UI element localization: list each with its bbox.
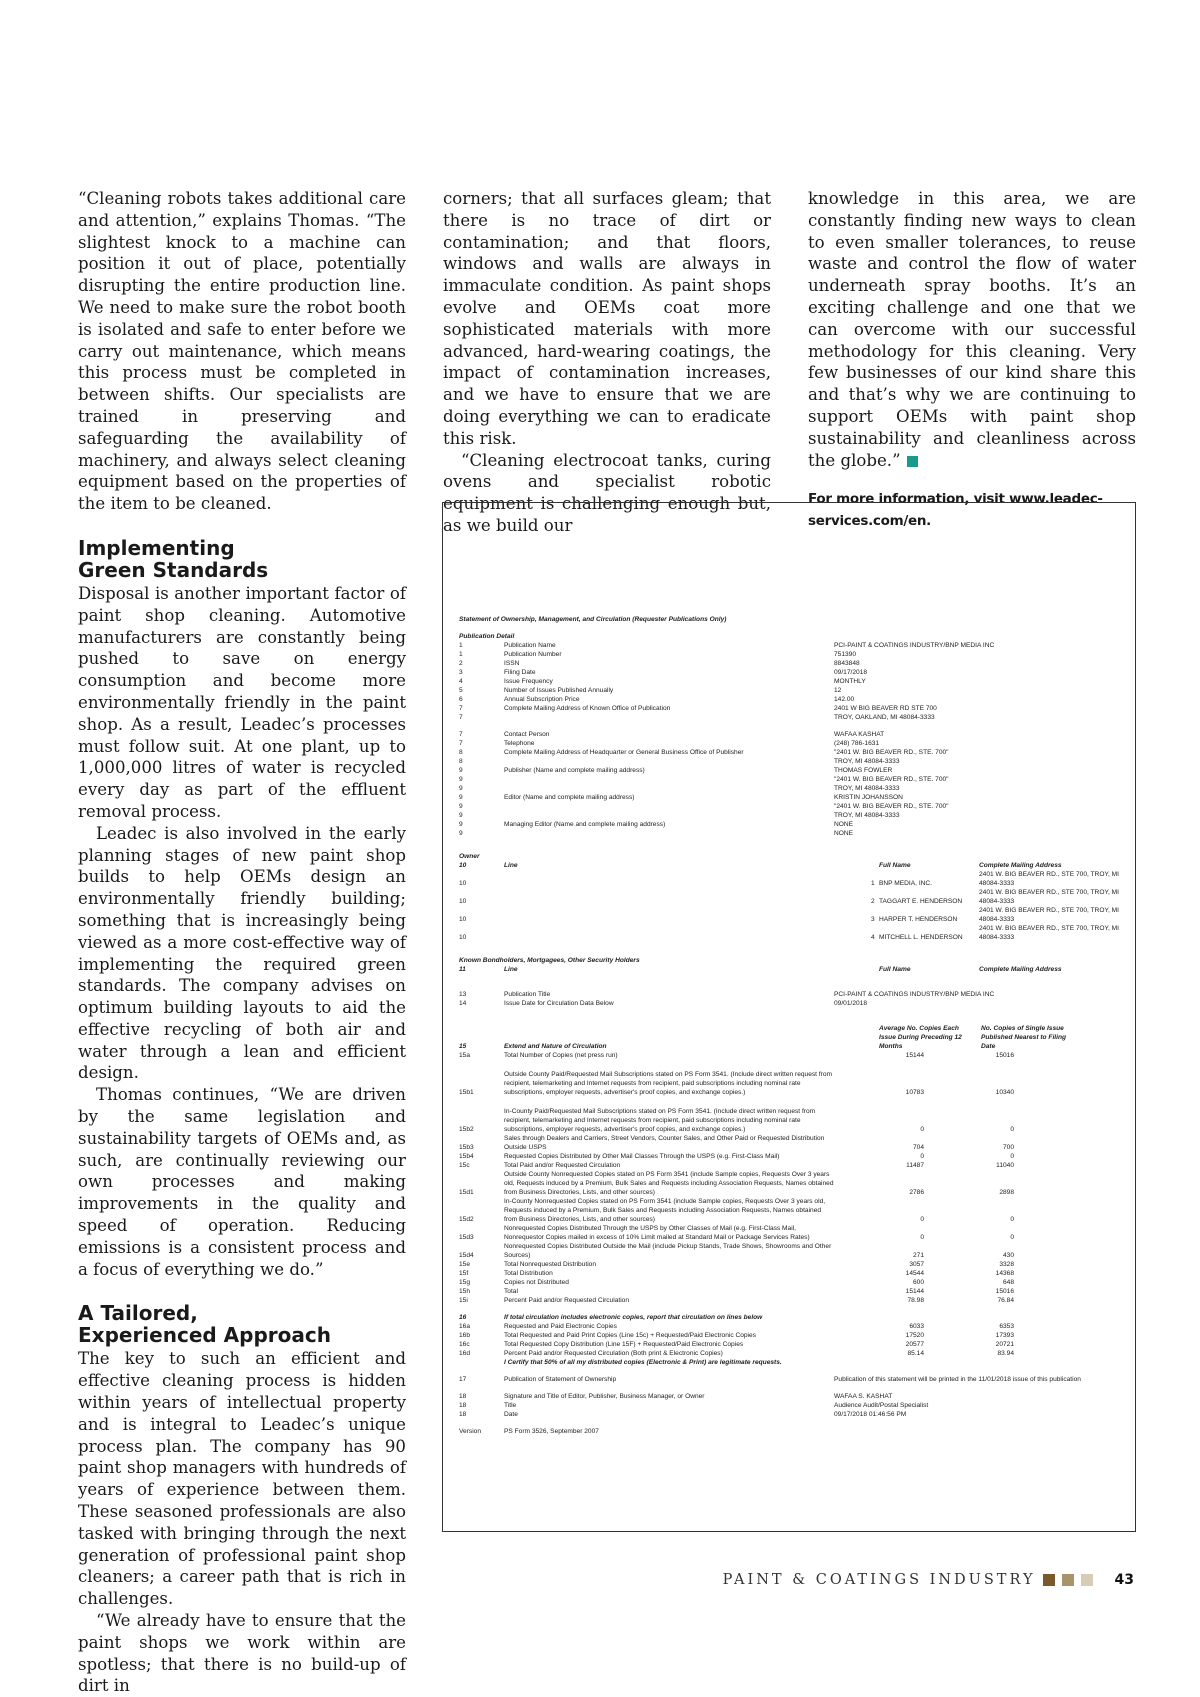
spacer [459, 1384, 1129, 1392]
line-value: 09/01/2018 [834, 1000, 868, 1007]
section-heading: Implementing Green Standards [78, 535, 269, 582]
value-single: 6353 [999, 1323, 1014, 1330]
line-label: Total Requested Copy Distribution (Line 15F) + Requested/Paid Electronic Copies [504, 1341, 744, 1348]
statement-row [459, 757, 1129, 766]
value-average: 0 [920, 1153, 924, 1160]
line-number: 9 [459, 812, 463, 819]
line-label: Total Paid and/or Requested Circulation [504, 1162, 621, 1169]
owner-row [459, 924, 1129, 942]
paragraph: “Cleaning electrocoat tanks, curing ovens and specialist robotic equipment is challenging enough but, as we build our [443, 450, 771, 535]
statement-row [459, 820, 1129, 829]
statement-row [459, 650, 1129, 659]
line-label: Publisher (Name and complete mailing address) [504, 767, 645, 774]
line-value: 09/17/2018 01:46:56 PM [834, 1411, 907, 1418]
line-label: Publication Number [504, 651, 562, 658]
circulation-header-row [459, 1024, 1129, 1051]
line-number: 16d [459, 1350, 471, 1357]
circulation-row [459, 1340, 1129, 1349]
line-label: Nonrequested Copies Distributed Outside the Mail (include Pickup Stands, Trade Shows, Showrooms and Other Sources) [504, 1243, 832, 1259]
statement-row [459, 1410, 1129, 1419]
line-value: "2401 W. BIG BEAVER RD., STE. 700" [834, 803, 949, 810]
line-label: Complete Mailing Address of Headquarter or General Business Office of Publisher [504, 749, 744, 756]
value-average: 2786 [909, 1189, 924, 1196]
line-label: Signature and Title of Editor, Publisher, Business Manager, or Owner [504, 1393, 705, 1400]
article-column-1 [78, 188, 406, 1697]
value-single: 11040 [996, 1162, 1014, 1169]
value-single: 14368 [995, 1270, 1014, 1277]
owner-number: 2 [871, 898, 875, 905]
statement-row [459, 686, 1129, 695]
statement-row [459, 802, 1129, 811]
line-value: TROY, OAKLAND, MI 48084-3333 [834, 714, 935, 721]
circulation-row [459, 1197, 1129, 1224]
line-value: KRISTIN JOHANSSON [834, 794, 903, 801]
value-average: 14544 [905, 1270, 924, 1277]
line-value: THOMAS FOWLER [834, 767, 893, 774]
circulation-row [459, 1161, 1129, 1170]
line-label: Number of Issues Published Annually [504, 687, 614, 694]
section-heading: Publication Detail [459, 633, 515, 640]
statement-row [459, 668, 1129, 677]
value-single: 0 [1010, 1216, 1014, 1223]
bond-address-header: Complete Mailing Address [979, 966, 1062, 973]
owner-number: 4 [871, 934, 875, 941]
publication-name: PAINT & COATINGS INDUSTRY [722, 1572, 1036, 1588]
line-number: 9 [459, 794, 463, 801]
spacer [459, 1008, 1129, 1016]
spacer [459, 1419, 1129, 1427]
line-number: 4 [459, 678, 463, 685]
line-value: TROY, MI 48084-3333 [834, 812, 900, 819]
owner-address: 2401 W. BIG BEAVER RD., STE 700, TROY, MI 48084-3333 [979, 907, 1119, 923]
value-single: 76.84 [997, 1297, 1014, 1304]
line-label: Issue Frequency [504, 678, 553, 685]
owner-name: TAGGART E. HENDERSON [879, 898, 963, 905]
certify-row [459, 1358, 1129, 1367]
value-average: 600 [912, 1279, 924, 1286]
color-square-icon [1043, 1574, 1055, 1586]
spacer [459, 942, 1129, 950]
statement-row [459, 730, 1129, 739]
value-average: 0 [920, 1126, 924, 1133]
line-number: 15i [459, 1297, 468, 1304]
line-value: "2401 W. BIG BEAVER RD., STE. 700" [834, 776, 949, 783]
circulation-row [459, 1260, 1129, 1269]
ownership-row [459, 1375, 1129, 1384]
statement-row [459, 704, 1129, 713]
spacer [459, 1305, 1129, 1313]
end-mark-icon [907, 456, 918, 467]
line-number: 15f [459, 1270, 469, 1277]
line-number: 6 [459, 696, 463, 703]
owner-address-header: Complete Mailing Address [979, 862, 1062, 869]
owner-address: 2401 W. BIG BEAVER RD., STE 700, TROY, MI 48084-3333 [979, 871, 1119, 887]
line-number: 10 [459, 880, 467, 887]
line-value: TROY, MI 48084-3333 [834, 785, 900, 792]
value-average: 0 [920, 1216, 924, 1223]
line-label: Publication Name [504, 642, 556, 649]
statement-row [459, 775, 1129, 784]
line-value: 142.00 [834, 696, 855, 703]
line-label: ISSN [504, 660, 520, 667]
statement-row [459, 999, 1129, 1008]
owner-address: 2401 W. BIG BEAVER RD., STE 700, TROY, MI 48084-3333 [979, 925, 1119, 941]
paragraph: The key to such an efficient and effective cleaning process is hidden within years of intellectual property and is integral to Leadec’s unique process plan. The company has 90 paint shop managers with hundreds of years of experience between them. These seasoned professionals are also tasked with bringing through the next generation of professional paint shop cleaners; a career path that is rich in challenges. [78, 1349, 406, 1609]
statement-row [459, 784, 1129, 793]
statement-title: Statement of Ownership, Management, and Circulation (Requester Publications Only) [459, 616, 727, 623]
line-label: Outside County Paid/Requested Mail Subscriptions stated on PS Form 3541. (Include direct written request from recipient, telemarketing and Internet requests from recipient, paid subscriptions including nominal rate subscriptions, employer requests, advertiser's proof copies, and exchange copies.) [504, 1071, 833, 1096]
owner-header-row [459, 861, 1129, 870]
value-single: 15016 [995, 1288, 1014, 1295]
line-label: Total Number of Copies (net press run) [504, 1052, 618, 1059]
line-label: Publication of Statement of Ownership [504, 1376, 617, 1383]
section-heading: Owner [459, 853, 480, 860]
line-number: 9 [459, 821, 463, 828]
line-value: (248) 786-1631 [834, 740, 880, 747]
statement-of-ownership-box [442, 502, 1136, 1532]
line-value: PCI-PAINT & COATINGS INDUSTRY/BNP MEDIA INC [834, 642, 995, 649]
circulation-row [459, 1224, 1129, 1242]
circulation-row [459, 1331, 1129, 1340]
line-number: 9 [459, 803, 463, 810]
statement-row [459, 713, 1129, 722]
line-number: 1 [459, 651, 463, 658]
line-number: 7 [459, 731, 463, 738]
line-value: 8843848 [834, 660, 860, 667]
line-value: 751390 [834, 651, 857, 658]
statement-content [459, 615, 1129, 1436]
value-single: 15016 [995, 1052, 1014, 1059]
line-number: 7 [459, 705, 463, 712]
spacer [459, 722, 1129, 730]
line-value: Audience Audit/Postal Specialist [834, 1402, 929, 1409]
circulation-row [459, 1134, 1129, 1152]
line-number: 16b [459, 1332, 471, 1339]
line-value: WAFAA KASHAT [834, 731, 885, 738]
value-average: 78.98 [907, 1297, 924, 1304]
line-value: "2401 W. BIG BEAVER RD., STE. 700" [834, 749, 949, 756]
owner-number: 1 [871, 880, 875, 887]
paragraph: “Cleaning robots takes additional care and attention,” explains Thomas. “The slightest knock to a machine can position it out of place, potentially disrupting the entire production line. We need to make sure the robot booth is isolated and safe to enter before we carry out maintenance, which means this process must be completed in between shifts. Our specialists are trained in preserving and safeguarding the availability of machinery, and always select cleaning equipment based on the properties of the item to be cleaned. [78, 189, 406, 514]
line-label: Complete Mailing Address of Known Office of Publication [504, 705, 671, 712]
value-single: 700 [1002, 1144, 1014, 1151]
line-number: 8 [459, 758, 463, 765]
circulation-row [459, 1287, 1129, 1296]
line-label: Copies not Distributed [504, 1279, 569, 1286]
value-single: 430 [1002, 1252, 1014, 1259]
line-number: 15b3 [459, 1144, 474, 1151]
line-label: Line [504, 966, 518, 973]
line-label: Requested and Paid Electronic Copies [504, 1323, 617, 1330]
paragraph: “We already have to ensure that the paint shops we work within are spotless; that there is no build-up of dirt in [78, 1611, 406, 1696]
value-single: 20721 [995, 1341, 1014, 1348]
circulation-row [459, 1349, 1129, 1358]
circulation-row [459, 1278, 1129, 1287]
line-number: 1 [459, 642, 463, 649]
statement-row [459, 766, 1129, 775]
line-number: 9 [459, 767, 463, 774]
value-single: 17393 [995, 1332, 1014, 1339]
line-label: Total Requested and Paid Print Copies (Line 15c) + Requested/Paid Electronic Copies [504, 1332, 756, 1339]
paragraph: Thomas continues, “We are driven by the same legislation and sustainability targets of OEMs and, as such, are continually reviewing our own processes and making improvements in the quality and speed of operation. Reducing emissions is a consistent process and a focus of everything we do.” [78, 1085, 406, 1279]
line-value: NONE [834, 830, 854, 837]
line-number: 11 [459, 966, 466, 973]
version-row [459, 1427, 1129, 1436]
more-info-link[interactable]: For more information, visit www.leadec-services.com/en. [808, 491, 1103, 530]
line-number: 7 [459, 714, 463, 721]
line-number: 10 [459, 862, 467, 869]
article-column-2 [443, 188, 771, 537]
value-average: 6033 [909, 1323, 924, 1330]
statement-row [459, 659, 1129, 668]
line-number: 14 [459, 1000, 467, 1007]
line-label: Filing Date [504, 669, 536, 676]
owner-address: 2401 W. BIG BEAVER RD., STE 700, TROY, MI 48084-3333 [979, 889, 1119, 905]
paragraph: corners; that all surfaces gleam; that there is no trace of dirt or contamination; and that floors, windows and walls are always in immaculate condition. As paint shops evolve and OEMs coat more sophisticated materials with more advanced, hard-wearing coatings, the impact of contamination increases, and we have to ensure that we are doing everything we can to eradicate this risk. [443, 189, 771, 448]
circulation-row [459, 1322, 1129, 1331]
value-average: 20577 [905, 1341, 924, 1348]
statement-row [459, 793, 1129, 802]
line-label: Line [504, 862, 518, 869]
article-column-3 [808, 188, 1136, 533]
line-number: 9 [459, 785, 463, 792]
page-number: 43 [1114, 1572, 1134, 1588]
value-average: 10783 [905, 1089, 924, 1096]
statement-row [459, 677, 1129, 686]
value-average: 11487 [906, 1162, 924, 1169]
electronic-header-row [459, 1313, 1129, 1322]
line-number: 10 [459, 916, 467, 923]
paragraph: Disposal is another important factor of paint shop cleaning. Automotive manufacturers are constantly being pushed to save on energy consumption and become more environmentally friendly in the paint shop. As a result, Leadec’s processes must follow suit. At one plant, up to 1,000,000 litres of water is recycled every day as part of the effluent removal process. [78, 583, 406, 821]
spacer [459, 1367, 1129, 1375]
statement-row [459, 695, 1129, 704]
line-label: PS Form 3526, September 2007 [504, 1428, 599, 1435]
owner-number: 3 [871, 916, 875, 923]
value-single: 2898 [999, 1189, 1014, 1196]
circulation-row [459, 1269, 1129, 1278]
line-label: In-County Nonrequested Copies stated on PS Form 3541 (include Sample copies, Requests Over 3 years old, Requests induced by a Premium, Bulk Sales and Requests including Association Requests, Names obtained from Business Directories, Lists, and other sources) [504, 1198, 826, 1223]
line-number: 15a [459, 1052, 471, 1059]
line-number: 15h [459, 1288, 471, 1295]
line-number: 7 [459, 740, 463, 747]
line-label: Total [504, 1288, 518, 1295]
statement-row [459, 990, 1129, 999]
value-single: 83.94 [997, 1350, 1014, 1357]
line-number: 18 [459, 1393, 467, 1400]
statement-row [459, 1392, 1129, 1401]
line-number: 15d2 [459, 1216, 474, 1223]
value-single: 0 [1010, 1234, 1014, 1241]
owner-name: HARPER T. HENDERSON [879, 916, 958, 923]
line-value: NONE [834, 821, 854, 828]
value-single: 0 [1010, 1153, 1014, 1160]
value-average: 17520 [905, 1332, 924, 1339]
column-a-header: Average No. Copies Each Issue During Preceding 12 Months [879, 1025, 962, 1050]
line-label: Telephone [504, 740, 535, 747]
line-number: 15d4 [459, 1252, 474, 1259]
line-label: Percent Paid and/or Requested Circulation [504, 1297, 629, 1304]
circulation-row [459, 1107, 1129, 1134]
section-heading: Known Bondholders, Mortgagees, Other Security Holders [459, 957, 640, 964]
line-number: 17 [459, 1376, 467, 1383]
line-number: 2 [459, 660, 463, 667]
line-label: Publication Title [504, 991, 551, 998]
owner-row [459, 906, 1129, 924]
line-label: Percent Paid and/or Requested Circulation (Both print & Electronic Copies) [504, 1350, 723, 1357]
line-number: 15b4 [459, 1153, 474, 1160]
line-label: Managing Editor (Name and complete mailing address) [504, 821, 666, 828]
line-label: Sales through Dealers and Carriers, Street Vendors, Counter Sales, and Other Paid or Requested Distribution Outside USPS [504, 1135, 825, 1151]
line-number: 16 [459, 1314, 467, 1321]
line-value: MONTHLY [834, 678, 866, 685]
owner-row [459, 870, 1129, 888]
line-number: Version [459, 1428, 481, 1435]
line-number: 10 [459, 934, 467, 941]
line-label: Date [504, 1411, 518, 1418]
line-value: 12 [834, 687, 842, 694]
circulation-row [459, 1170, 1129, 1197]
owner-name: BNP MEDIA, INC. [879, 880, 933, 887]
line-number: 15d3 [459, 1234, 474, 1241]
statement-row [459, 1401, 1129, 1410]
line-number: 13 [459, 991, 467, 998]
line-number: 16a [459, 1323, 471, 1330]
line-label: Total Nonrequested Distribution [504, 1261, 596, 1268]
line-number: 15e [459, 1261, 471, 1268]
statement-row [459, 811, 1129, 820]
line-number: 18 [459, 1402, 467, 1409]
line-number: 15 [459, 1043, 467, 1050]
owner-name-header: Full Name [879, 862, 911, 869]
line-number: 15d1 [459, 1189, 474, 1196]
bondholder-header-row [459, 965, 1129, 974]
paragraph: Leadec is also involved in the early planning stages of new paint shop builds to help OEMs design an environmentally friendly building; something that is increasingly being viewed as a more cost-effective way of implementing the required green standards. The company advises on optimum building layouts to aid the effective recycling of both air and water through a lean and efficient design. [78, 823, 406, 1083]
circulation-row [459, 1296, 1129, 1305]
line-label: Outside County Nonrequested Copies stated on PS Form 3541 (include Sample copies, Requests Over 3 years old, Requests induced by a Premium, Bulk Sales and Requests including Association Requests, Names obtained from Business Directories, Lists, and other sources) [504, 1171, 834, 1196]
line-label: Extend and Nature of Circulation [504, 1043, 607, 1050]
line-number: 10 [459, 898, 467, 905]
statement-row [459, 641, 1129, 650]
line-number: 18 [459, 1411, 467, 1418]
color-square-icon [1081, 1574, 1093, 1586]
line-number: 15b2 [459, 1126, 474, 1133]
statement-row [459, 748, 1129, 757]
line-label: In-County Paid/Requested Mail Subscriptions stated on PS Form 3541. (Include direct written request from recipient, telemarketing and Internet requests from recipient, paid subscriptions including nominal rate subscriptions, employer requests, advertiser's proof copies, and exchange copies.) [504, 1108, 816, 1133]
circulation-row [459, 1051, 1129, 1060]
value-average: 271 [912, 1252, 924, 1259]
line-number: 16c [459, 1341, 470, 1348]
line-label: Editor (Name and complete mailing address) [504, 794, 635, 801]
line-label: Nonrequested Copies Distributed Through the USPS by Other Classes of Mail (e.g. First-Class Mail, Nonrequestor Copies mailed in excess of 10% Limit mailed at Standard Mail or Package Services Rates) [504, 1225, 810, 1241]
line-label: Total Distribution [504, 1270, 553, 1277]
line-label: Requested Copies Distributed by Other Mail Classes Through the USPS (e.g. First-Class Mail) [504, 1153, 780, 1160]
value-average: 15144 [905, 1288, 924, 1295]
spacer [459, 982, 1129, 990]
bond-name-header: Full Name [879, 966, 911, 973]
line-value: TROY, MI 48084-3333 [834, 758, 900, 765]
statement-row [459, 829, 1129, 838]
value-average: 3057 [909, 1261, 924, 1268]
page-footer [723, 1572, 1134, 1588]
certify-statement: I Certify that 50% of all my distributed copies (Electronic & Print) are legitimate requests. [504, 1359, 782, 1366]
value-average: 85.14 [907, 1350, 924, 1357]
line-value: WAFAA S. KASHAT [834, 1393, 893, 1400]
circulation-row [459, 1152, 1129, 1161]
spacer [459, 974, 1129, 982]
owner-row [459, 888, 1129, 906]
line-value: 2401 W BIG BEAVER RD STE 700 [834, 705, 937, 712]
column-b-header: No. Copies of Single Issue Published Nearest to Filing Date [981, 1025, 1066, 1050]
line-value: Publication of this statement will be printed in the 11/01/2018 issue of this publication [834, 1376, 1081, 1383]
line-value: PCI-PAINT & COATINGS INDUSTRY/BNP MEDIA INC [834, 991, 995, 998]
line-label: Title [504, 1402, 517, 1409]
value-average: 704 [912, 1144, 924, 1151]
circulation-row [459, 1070, 1129, 1097]
value-single: 3328 [999, 1261, 1014, 1268]
line-label: Annual Subscription Price [504, 696, 580, 703]
value-single: 648 [1002, 1279, 1014, 1286]
line-label: Contact Person [504, 731, 550, 738]
line-number: 9 [459, 830, 463, 837]
section-heading: A Tailored, Experienced Approach [78, 1301, 331, 1348]
line-number: 9 [459, 776, 463, 783]
line-number: 3 [459, 669, 463, 676]
statement-row [459, 739, 1129, 748]
value-average: 0 [920, 1234, 924, 1241]
line-label: Issue Date for Circulation Data Below [504, 1000, 614, 1007]
line-value: 09/17/2018 [834, 669, 868, 676]
spacer [459, 1016, 1129, 1024]
value-average: 15144 [905, 1052, 924, 1059]
spacer [459, 838, 1129, 846]
line-number: 15c [459, 1162, 470, 1169]
circulation-row [459, 1242, 1129, 1260]
owner-name: MITCHELL L. HENDERSON [879, 934, 963, 941]
paragraph: knowledge in this area, we are constantly finding new ways to clean to even smaller tolerances, to reuse waste and control the flow of water underneath spray booths. It’s an exciting challenge and one that we can overcome with our successful methodology for this cleaning. Very few businesses of our kind share this and that’s why we are continuing to support OEMs with paint shop sustainability and cleanliness across the globe.” [808, 189, 1136, 470]
line-number: 15b1 [459, 1089, 474, 1096]
line-number: 8 [459, 749, 463, 756]
value-single: 10340 [995, 1089, 1014, 1096]
line-label: If total circulation includes electronic copies, report that circulation on lines below [504, 1314, 763, 1321]
color-square-icon [1062, 1574, 1074, 1586]
line-number: 15g [459, 1279, 471, 1286]
value-single: 0 [1010, 1126, 1014, 1133]
line-number: 5 [459, 687, 463, 694]
